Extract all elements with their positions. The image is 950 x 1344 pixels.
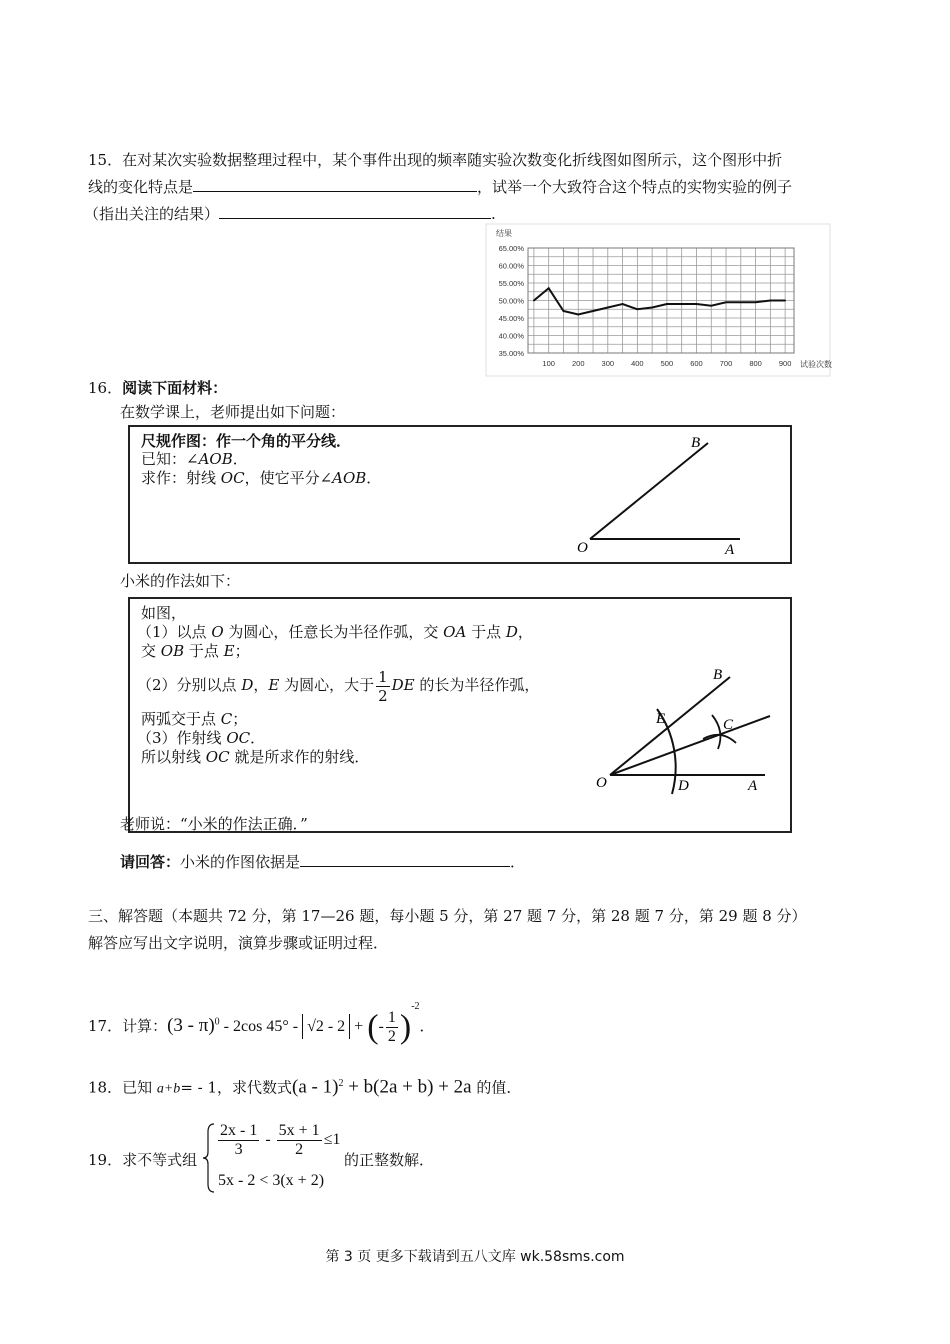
data-point [651,307,653,309]
box2-l4 [137,665,539,705]
q17-fraction [386,1009,398,1046]
q17-neg: - [378,1018,384,1035]
box2-l6 [137,729,265,748]
q17-num: 1 [387,1008,396,1026]
box2-l4-b: D [241,676,254,694]
q15-line3 [84,204,496,224]
q15-blank-1 [193,177,477,192]
box2-l2-e: 于点 [466,623,506,641]
data-point [696,303,698,305]
label-o: O [577,540,588,556]
frequency-chart-svg [486,224,830,376]
frequency-chart [486,224,830,376]
q18-label: 18．已知 [88,1078,157,1097]
y-tick-label: 55.00% [498,279,524,288]
q17-term2: - 2cos 45° [219,1018,289,1035]
x-tick-label: 100 [542,359,555,368]
q18-condition-rest: = - 1，求代数式 [180,1078,293,1097]
x-tick-label: 400 [631,359,644,368]
q19-ineq1 [216,1122,340,1159]
page-footer: 第 3 页 更多下载请到五八文库 wk.58sms.com [325,1249,625,1265]
q17 [88,987,435,1047]
box2-l2-c: 为圆心，任意长为半径作弧，交 [223,623,444,641]
q19-frac1-num: 2x - 1 [220,1122,258,1139]
data-point [607,307,609,309]
q16-title [88,378,227,398]
teacher-comment [120,815,308,834]
box1-known [141,450,248,469]
data-point [784,300,786,302]
q19-minus: - [261,1131,275,1149]
q16-intro: 在数学课上，老师提出如下问题： [120,403,346,421]
box2-l6-c: ． [250,729,266,747]
label-c: C [723,717,734,733]
box1-known-c: ． [232,450,248,468]
y-tick-label: 65.00% [498,244,524,253]
box1-req-e: ． [366,469,382,487]
angle-aob-figure [570,427,790,563]
q15-line3-b: . [491,205,496,223]
box2-l6-a: （3）作射线 [137,729,227,747]
q18 [88,1072,521,1101]
data-point [636,308,638,310]
y-tick-label: 50.00% [498,296,524,306]
y-tick-label: 60.00% [498,261,524,271]
label-a: A [748,778,758,794]
q17-exp1: 0 [214,1016,220,1028]
data-point [710,305,712,307]
box2-l5-b: C [220,710,233,728]
box2-l3-c: 于点 [184,642,224,660]
q18-exp: 2 [338,1078,344,1089]
q19-frac2-den: 2 [295,1141,304,1158]
teacher-comment-text: 老师说：“小米的作法正确．” [120,815,308,833]
q18-expr: (a - 1) [292,1076,339,1098]
q19-ineq2: 5x - 2 < 3(x + 2) [218,1172,325,1189]
box2-l7-b: OC [205,748,230,766]
xiaomi-method-label: 小米的作法如下： [120,572,241,590]
data-point [592,310,594,312]
box2-l2-a: （1）以点 [137,623,212,641]
box2-l3-a: 交 [141,642,161,660]
box1-req-a: 求作：射线 [141,469,221,487]
q19-end: 的正整数解． [344,1151,435,1169]
q18-expr2: + b(2a + b) + 2a [343,1076,472,1098]
answer-label: 请回答： [120,853,181,871]
q19-frac1 [218,1122,259,1159]
q18-end: 的值． [471,1078,522,1097]
q17-term1: (3 - π) [167,1015,215,1036]
box2-l1: 如图， [141,604,187,622]
q15-line1: 15．在对某次实验数据整理过程中，某个事件出现的频率随实验次数变化折线图如图所示，这个图形中折 [88,151,783,169]
data-point [755,301,757,303]
bisector-construction-figure [590,659,790,831]
q15-line2-b: ，试举一个大致符合这个特点的实物实验的例子 [477,178,793,196]
answer-blank [300,852,510,867]
label-b: B [713,667,723,683]
q15-blank-2 [219,204,491,219]
x-tick-label: 700 [719,359,733,368]
box2-l5-a: 两弧交于点 [141,710,221,728]
box2-l5 [141,710,247,729]
box2-l2 [137,623,533,642]
box1-req-d: AOB [332,469,367,487]
label-a: A [725,542,735,558]
q19-frac1-den: 3 [234,1141,243,1158]
q18-condition: a+b [156,1081,181,1097]
x-tick-label: 500 [660,359,674,368]
data-point [740,301,742,303]
box2-l4-d: E [268,676,280,694]
q19-frac2 [277,1122,322,1159]
x-tick-label: 600 [690,359,703,368]
data-point [725,301,727,303]
half-denominator: 2 [378,686,388,705]
brace-path [203,1124,214,1192]
box2-l7 [141,748,369,767]
box1-heading: 尺规作图：作一个角的平分线． [141,432,352,450]
q16-number: 16． [88,379,123,397]
q17-end: ． [419,1017,435,1035]
y-axis-label: 结果 [496,229,512,238]
label-d: D [678,778,689,794]
ray-ob [610,677,730,775]
q15-line2 [88,177,792,197]
y-tick-label: 45.00% [498,314,524,323]
q19-leq: ≤1 [323,1131,341,1149]
ray-ob [590,443,708,539]
q16-answer [120,852,525,872]
box2-l4-g: 的长为半径作弧， [414,676,540,694]
q17-paren-close: ) [399,1008,412,1046]
label-o: O [596,775,607,791]
box2-l7-a: 所以射线 [141,748,206,766]
q19-label: 19．求不等式组 [88,1151,198,1169]
q19-brace [202,1122,216,1194]
box2-l6-b: OC [226,729,251,747]
q19-frac2-num: 5x + 1 [278,1122,320,1139]
box2-l5-c: ； [232,710,248,728]
y-tick-label: 40.00% [498,331,524,341]
box2-l3 [141,642,250,661]
arc-from-e [712,715,720,749]
q17-plus: + [350,1018,368,1035]
q17-minus: - [288,1018,303,1035]
q15-line2-a: 线的变化特点是 [88,178,194,196]
data-point [769,300,771,302]
box2-l4-a: （2）分别以点 [137,676,242,694]
data-point [622,303,624,305]
data-point [548,287,550,289]
data-point [577,314,579,316]
data-point [681,303,683,305]
box2-l4-e: 为圆心，大于 [279,676,375,694]
method-box [128,597,792,833]
box2-l3-b: OB [160,642,185,660]
data-point [533,300,535,302]
answer-end: ． [510,853,526,871]
data-point [666,303,668,305]
box2-l2-b: O [211,623,224,641]
q17-abs: √2 - 2 [302,1014,350,1039]
x-axis-label: 试验次数 [800,360,832,369]
box2-l4-c: ， [253,676,269,694]
q17-label: 17．计算： [88,1017,168,1035]
data-point [563,310,565,312]
x-tick-label: 300 [601,359,615,368]
ray-oc [610,716,770,775]
q17-exp2: -2 [411,1001,420,1012]
box2-l3-d: E [223,642,235,660]
box1-known-a: 已知：∠ [141,450,199,468]
section3-instruction: 解答应写出文字说明，演算步骤或证明过程． [88,934,389,952]
q15-line3-a: （指出关注的结果） [84,205,220,223]
box2-l2-d: OA [443,623,467,641]
q17-paren-open: ( [367,1008,379,1046]
half-fraction [376,668,390,705]
section3-heading: 三、解答题（本题共 72 分，第 17—26 题，每小题 5 分，第 27 题 7 分，第 28 题 7 分，第 29 题 8 分） [88,907,807,925]
x-tick-label: 800 [749,359,762,368]
box1-known-b: AOB [198,450,233,468]
label-e: E [656,711,666,727]
box1-required [141,469,381,488]
box2-l4-f: DE [391,676,415,694]
box1-req-b: OC [220,469,245,487]
q17-den: 2 [387,1027,396,1045]
label-b: B [691,435,701,451]
box2-l2-f: D [505,623,518,641]
box2-l3-e: ； [234,642,250,660]
answer-prompt: 小米的作图依据是 [180,853,301,871]
x-tick-label: 200 [571,359,585,368]
box2-l2-g: ， [517,623,533,641]
y-tick-label: 35.00% [498,349,524,358]
box1-req-c: ，使它平分∠ [244,469,333,487]
q16-heading: 阅读下面材料： [122,379,228,397]
problem-box [128,425,792,564]
half-numerator: 1 [378,667,388,686]
box2-l7-c: 就是所求作的射线． [229,748,370,766]
x-tick-label: 900 [778,359,792,368]
